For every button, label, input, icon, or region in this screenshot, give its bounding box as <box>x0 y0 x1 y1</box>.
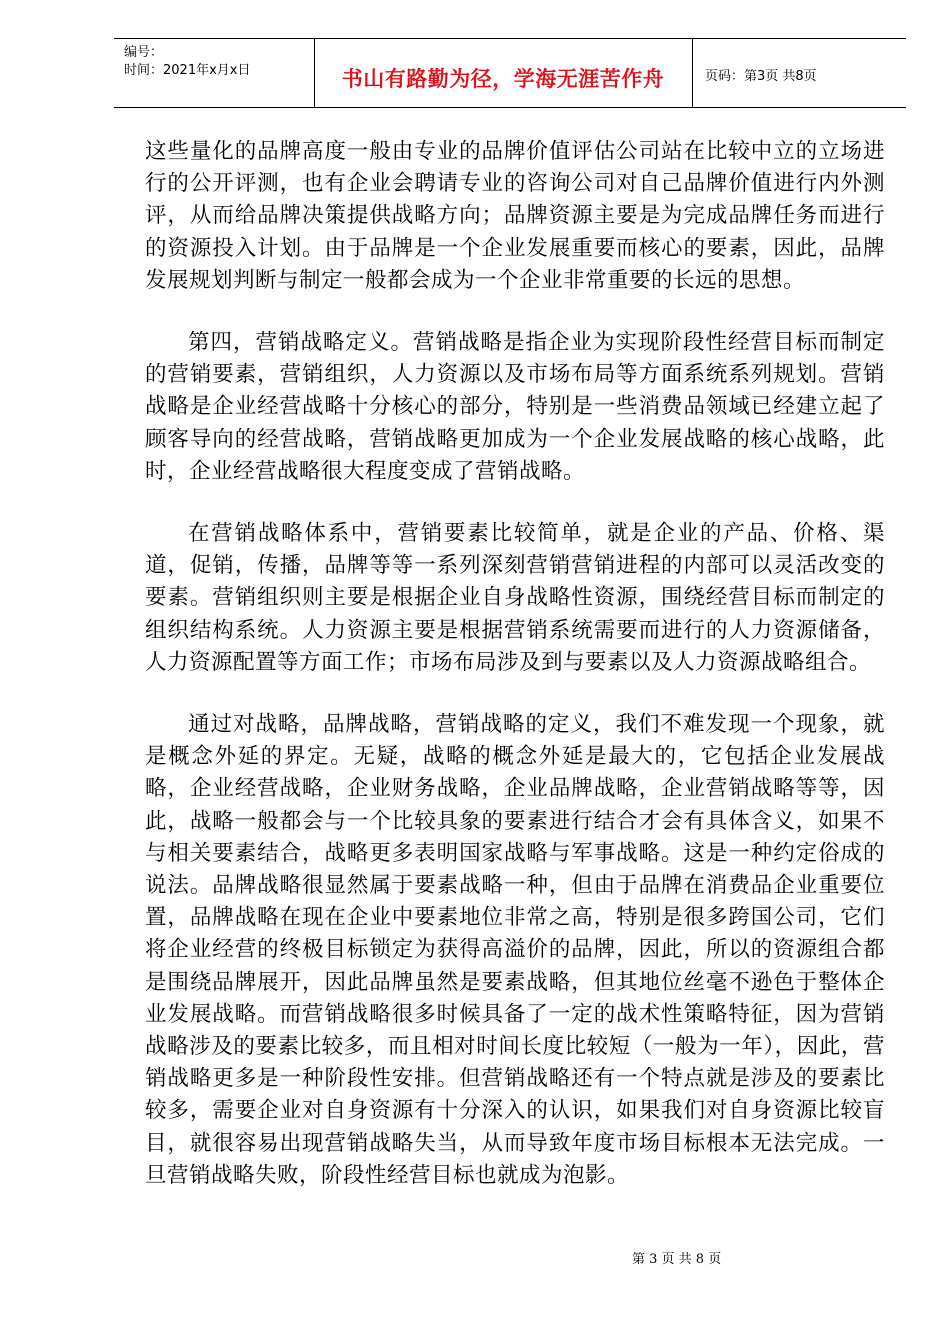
header-meta-cell <box>114 39 315 107</box>
paragraph-marketing-strategy-system: 在营销战略体系中，营销要素比较简单，就是企业的产品、价格、渠道，促销，传播，品牌等等一系列深刻营销营销进程的内部可以灵活改变的要素。营销组织则主要是根据企业自身战略性资源，围绕经营目标而制定的组织结构系统。人力资源主要是根据营销系统需要而进行的人力资源储备，人力资源配置等方面工作；市场布局涉及到与要素以及人力资源战略组合。 <box>145 521 885 675</box>
document-body <box>145 136 885 1222</box>
page-header <box>114 38 906 108</box>
paragraph-concept-extension: 通过对战略，品牌战略，营销战略的定义，我们不难发现一个现象，就是概念外延的界定。无疑，战略的概念外延是最大的，它包括企业发展战略，企业经营战略，企业财务战略，企业品牌战略，企业营销战略等等，因此，战略一般都会与一个比较具象的要素进行结合才会有具体含义，如果不与相关要素结合，战略更多表明国家战略与军事战略。这是一种约定俗成的说法。品牌战略很显然属于要素战略一种，但由于品牌在消费品企业重要位置，品牌战略在现在企业中要素地位非常之高，特别是很多跨国公司，它们将企业经营的终极目标锁定为获得高溢价的品牌，因此，所以的资源组合都是围绕品牌展开，因此品牌虽然是要素战略，但其地位丝毫不逊色于整体企业发展战略。而营销战略很多时候具备了一定的战术性策略特征，因为营销战略涉及的要素比较多，而且相对时间长度比较短（一般为一年），因此，营销战略更多是一种阶段性安排。但营销战略还有一个特点就是涉及的要素比较多，需要企业对自身资源有十分深入的认识，如果我们对自身资源比较盲目，就很容易出现营销战略失当，从而导致年度市场目标根本无法完成。一旦营销战略失败，阶段性经营目标也就成为泡影。 <box>145 712 885 1188</box>
header-motto-cell <box>314 39 693 107</box>
document-time-label: 时间：2021年x月x日 <box>124 63 251 78</box>
header-page-info: 页码：第3页 共8页 <box>705 69 817 84</box>
paragraph-brand-evaluation: 这些量化的品牌高度一般由专业的品牌价值评估公司站在比较中立的立场进行的公开评测，也有企业会聘请专业的咨询公司对自己品牌价值进行内外测评，从而给品牌决策提供战略方向；品牌资源主要是为完成品牌任务而进行的资源投入计划。由于品牌是一个企业发展重要而核心的要素，因此，品牌发展规划判断与制定一般都会成为一个企业非常重要的长远的思想。 <box>145 139 885 293</box>
paragraph-marketing-strategy-definition: 第四，营销战略定义。营销战略是指企业为实现阶段性经营目标而制定的营销要素，营销组织，人力资源以及市场布局等方面系统系列规划。营销战略是企业经营战略十分核心的部分，特别是一些消费品领域已经建立起了顾客导向的经营战略，营销战略更加成为一个企业发展战略的核心战略，此时，企业经营战略很大程度变成了营销战略。 <box>145 330 885 484</box>
page-footer: 第 3 页 共 8 页 <box>632 1252 722 1267</box>
header-motto: 书山有路勤为径，学海无涯苦作舟 <box>341 67 665 91</box>
document-number-label: 编号： <box>124 45 164 60</box>
header-page-cell <box>693 39 906 107</box>
